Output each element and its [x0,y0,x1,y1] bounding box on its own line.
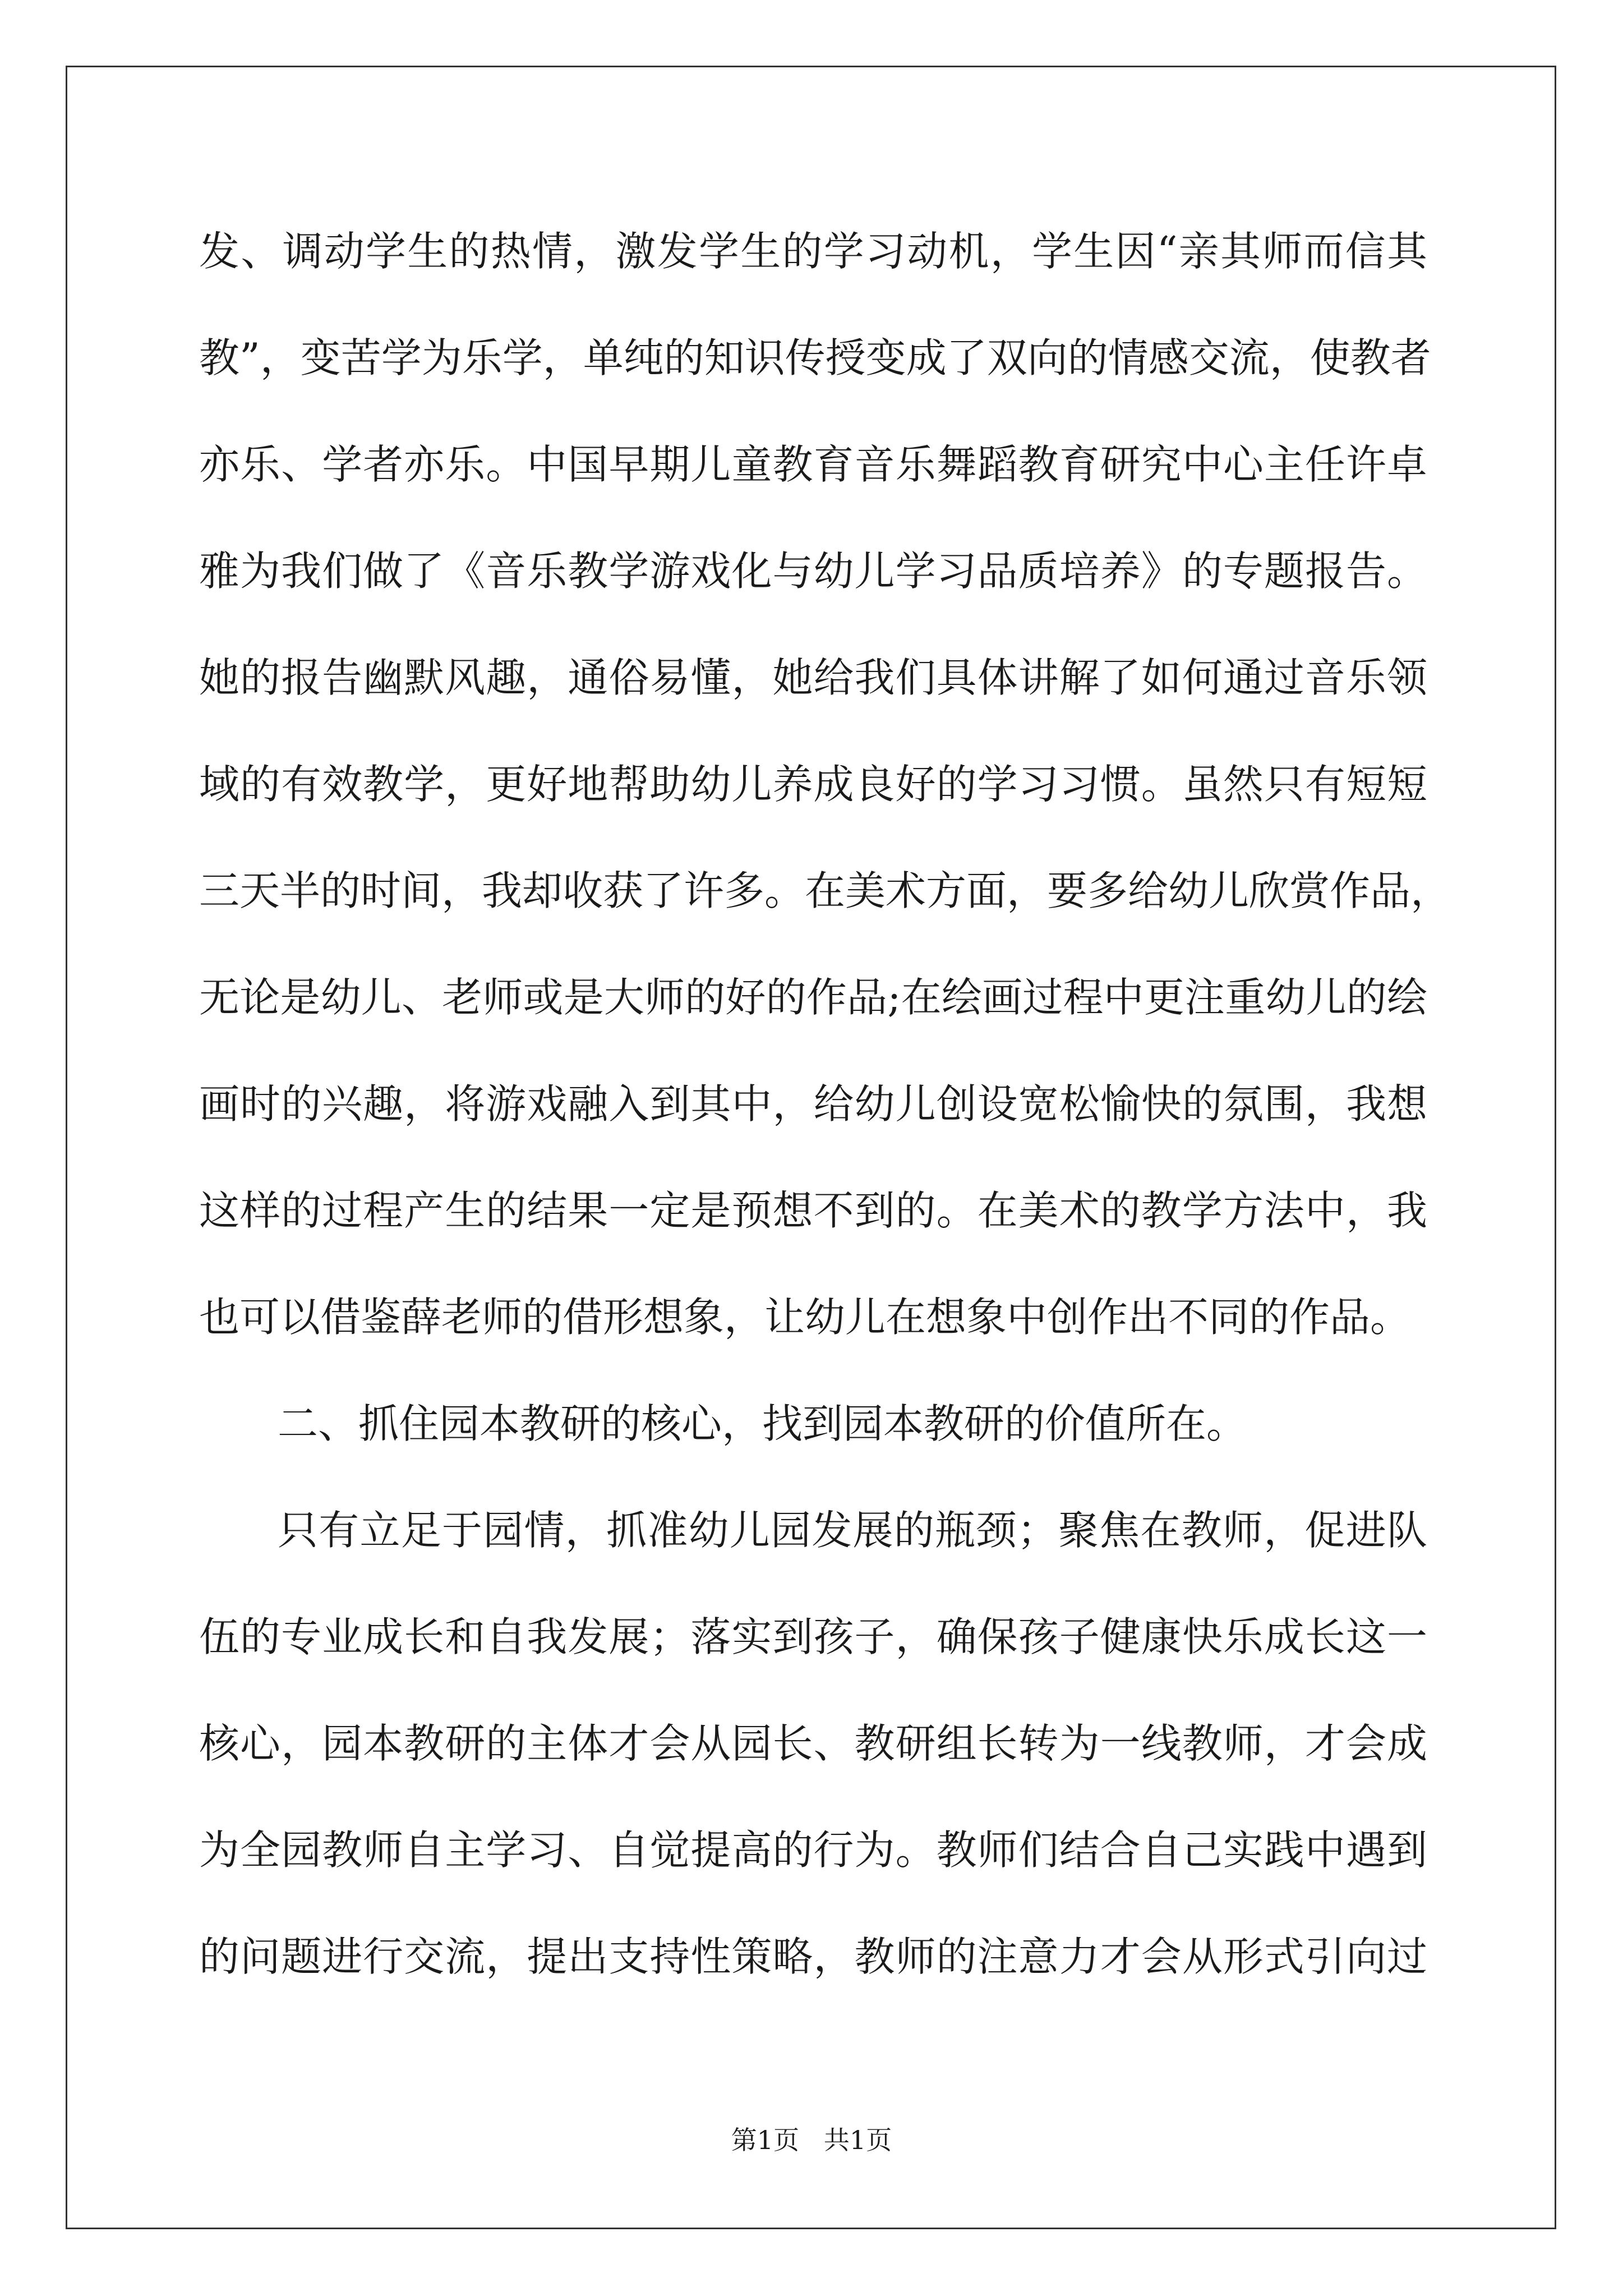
text-line: 亦乐、学者亦乐。中国早期儿童教育音乐舞蹈教育研究中心主任许卓 [199,441,1427,488]
text-line: 雅为我们做了《音乐教学游戏化与幼儿学习品质培养》的专题报告。 [199,547,1427,595]
text-line: 发、调动学生的热情，激发学生的学习动机，学生因“亲其师而信其 [199,228,1427,275]
text-line: 三天半的时间，我却收获了许多。在美术方面，要多给幼儿欣赏作品， [199,867,1451,914]
text-line: 伍的专业成长和自我发展；落实到孩子，确保孩子健康快乐成长这一 [199,1613,1427,1660]
page-number-footer: 第1页 共1页 [731,2125,892,2155]
text-line: 无论是幼儿、老师或是大师的好的作品;在绘画过程中更注重幼儿的绘 [199,974,1427,1021]
text-line: 教”，变苦学为乐学，单纯的知识传授变成了双向的情感交流，使教者 [199,334,1431,381]
text-line: 为全园教师自主学习、自觉提高的行为。教师们结合自己实践中遇到 [199,1826,1427,1874]
text-line: 画时的兴趣，将游戏融入到其中，给幼儿创设宽松愉快的氛围，我想 [199,1080,1427,1128]
text-line: 也可以借鉴薛老师的借形想象，让幼儿在想象中创作出不同的作品。 [199,1294,1411,1341]
section-heading: 二、抓住园本教研的核心，找到园本教研的价值所在。 [278,1400,1247,1447]
text-line: 她的报告幽默风趣，通俗易懂，她给我们具体讲解了如何通过音乐领 [199,654,1427,701]
text-line: 的问题进行交流，提出支持性策略，教师的注意力才会从形式引向过 [199,1933,1427,1980]
text-line: 域的有效教学，更好地帮助幼儿养成良好的学习习惯。虽然只有短短 [199,761,1427,808]
text-line: 这样的过程产生的结果一定是预想不到的。在美术的教学方法中，我 [199,1187,1427,1234]
text-line: 核心，园本教研的主体才会从园长、教研组长转为一线教师，才会成 [199,1720,1427,1767]
text-line: 只有立足于园情，抓准幼儿园发展的瓶颈；聚焦在教师，促进队 [278,1507,1427,1554]
